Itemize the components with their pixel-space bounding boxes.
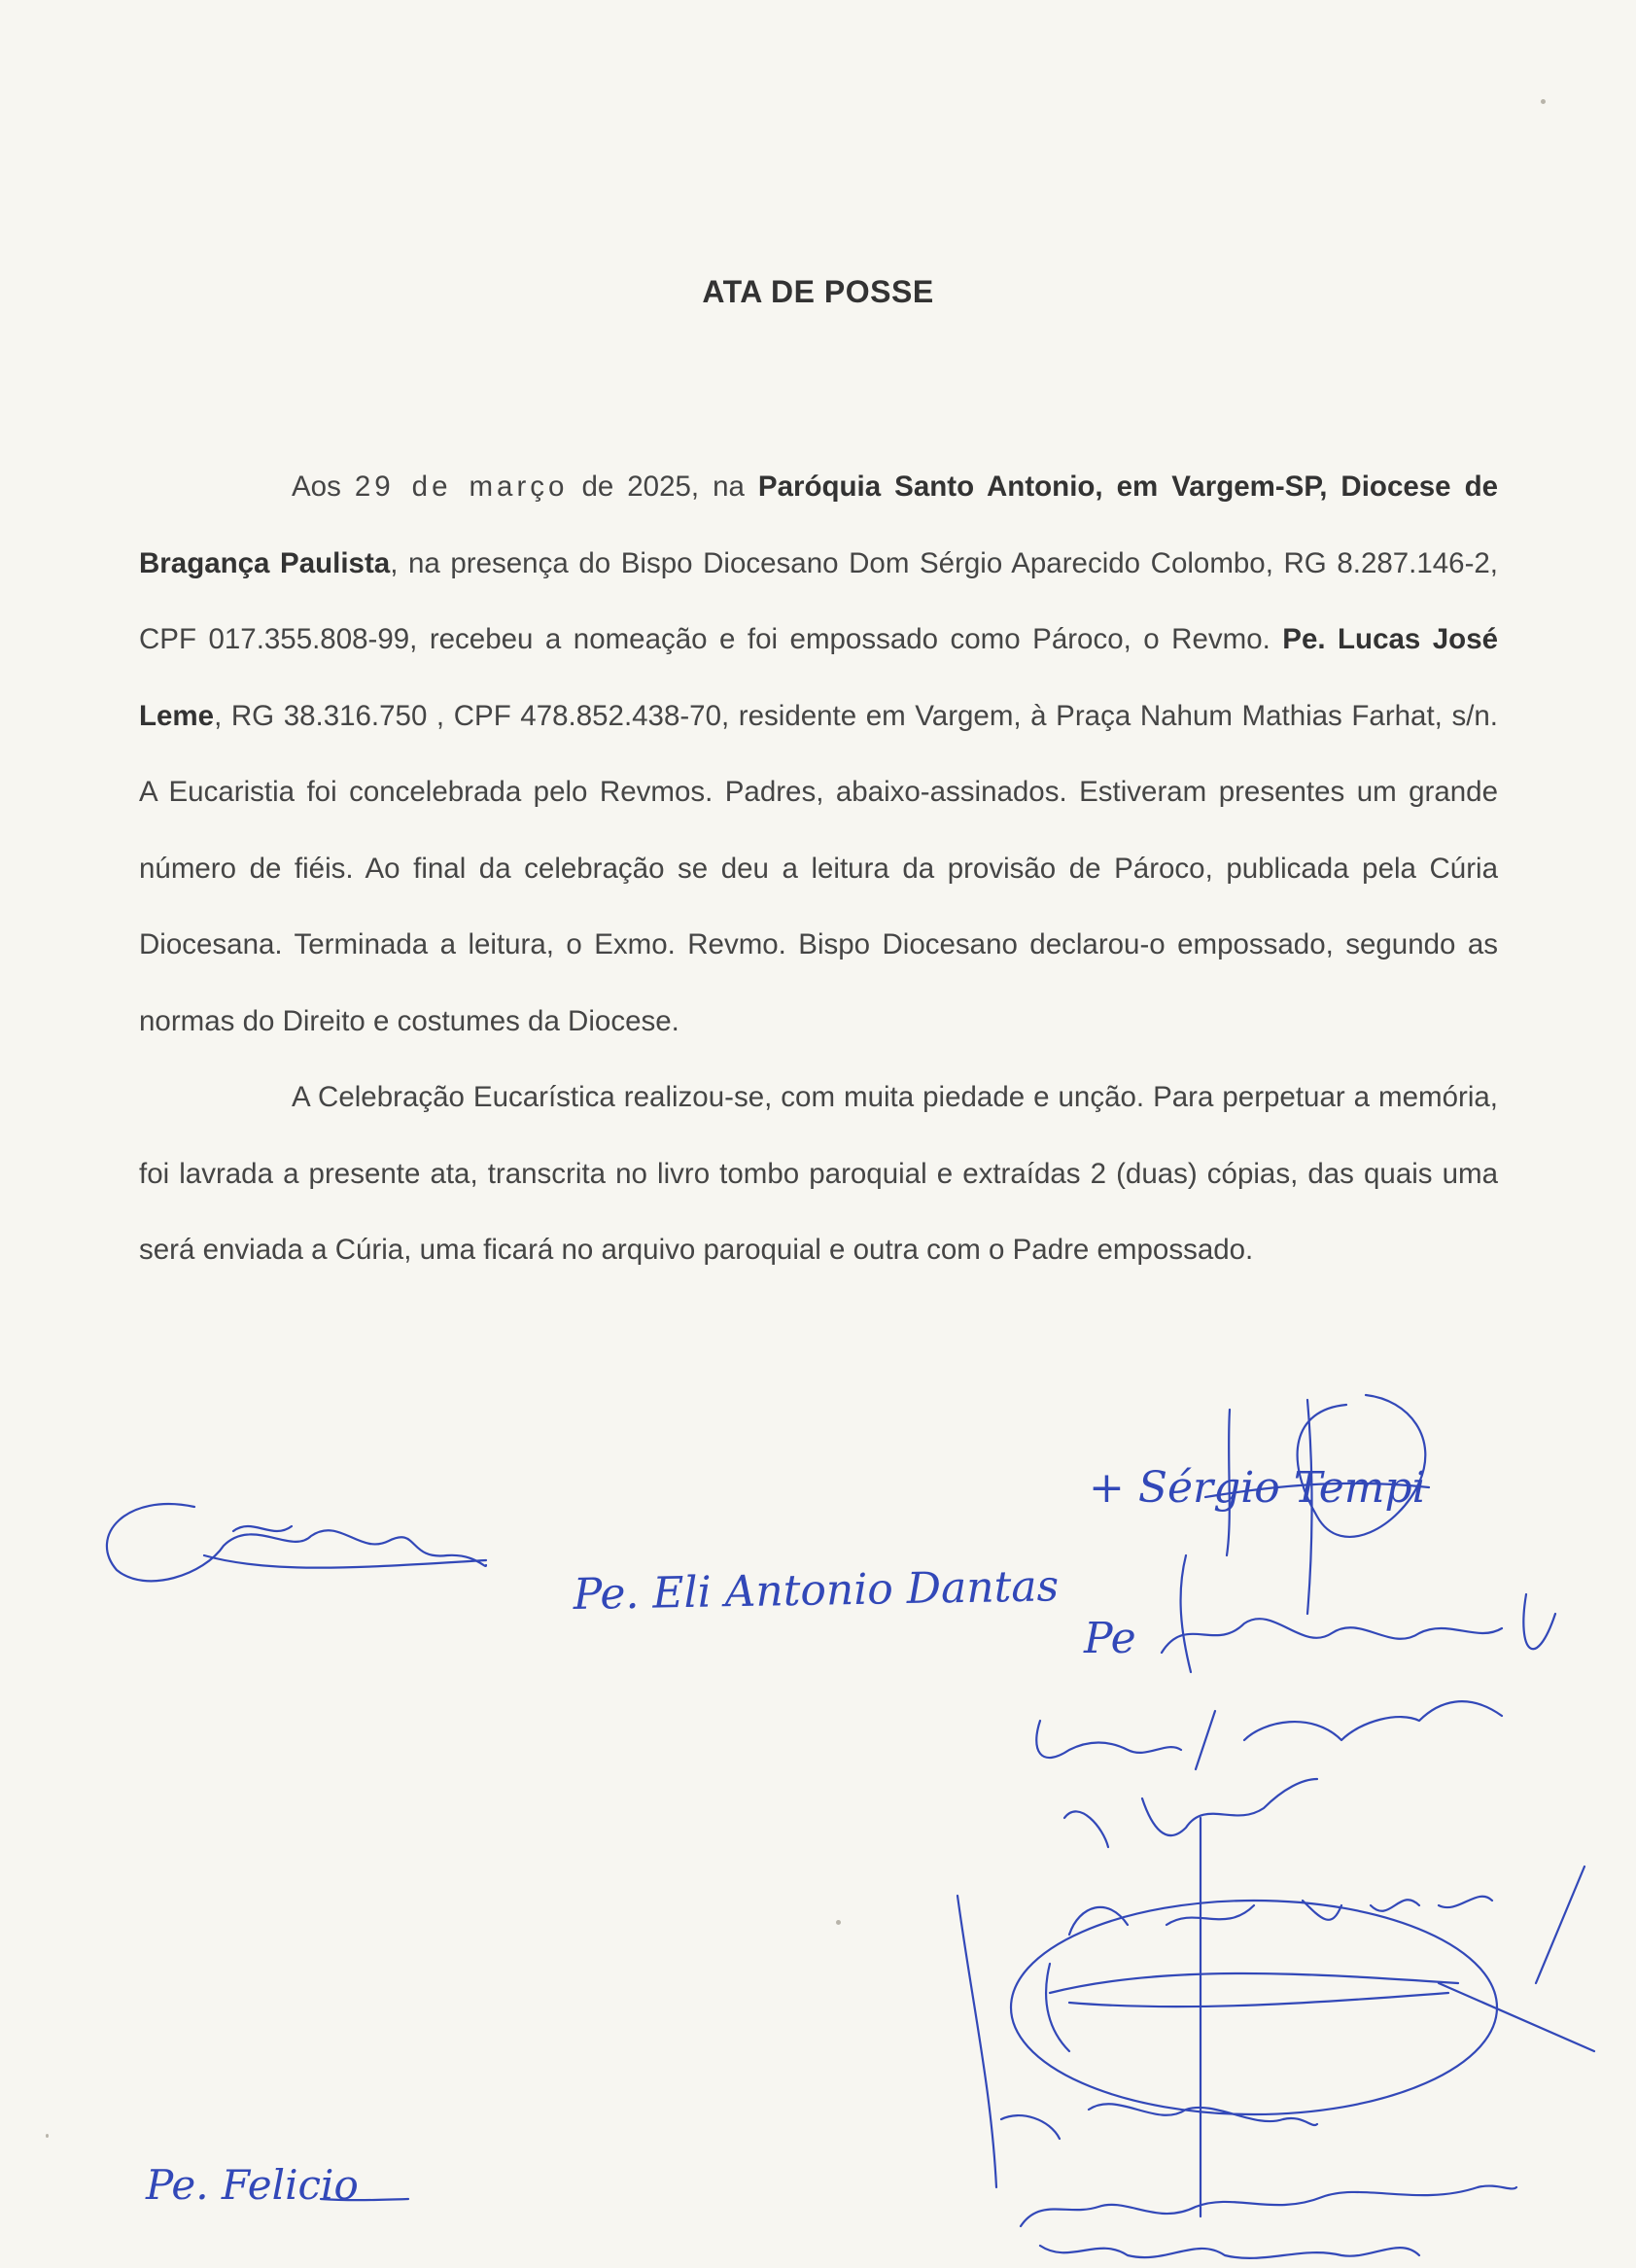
signature-felicio-text: Pe. Felicio: [146, 2161, 359, 2209]
paper-speck: [836, 1920, 841, 1925]
p1-parish: Paróquia Santo Antonio, em Vargem-SP, Diocese de Bragança Paulista: [139, 471, 1498, 579]
p1-text-d: , RG 38.316.750 , CPF 478.852.438-70, residente em Vargem, à Praça Nahum Mathias Farhat, s/n. A Eucaristia foi concelebrada pelo Revmos. Padres, abaixo-assinados. Estiveram presentes um grande número de fiéis. Ao final da celebração se deu a leitura da provisão de Pároco, publicada pela Cúria Diocesana. Terminada a leitura, o Exmo. Revmo. Bispo Diocesano declarou-o empossado, segundo as normas do Direito e costumes da Diocese.: [139, 699, 1498, 1037]
paragraph-2: A Celebração Eucarística realizou-se, com muita piedade e unção. Para perpetuar a memória, foi lavrada a presente ata, transcrita no livro tombo paroquial e extraídas 2 (duas) cópias, das quais uma será enviada a Cúria, uma ficará no arquivo paroquial e outra com o Padre empossado.: [139, 1081, 1498, 1266]
paragraph-1: [139, 449, 1498, 1060]
signature-right-2: [1083, 1555, 1555, 1672]
signature-pe-label: Pe: [1084, 1614, 1136, 1663]
signature-bishop: [1089, 1395, 1429, 1614]
paper-speck: [46, 2134, 49, 2138]
signature-pe-eli: Pe. Eli Antonio Dantas: [573, 1561, 1060, 1620]
p1-date: 29 de março: [354, 471, 569, 503]
document-body: [139, 449, 1498, 1289]
p1-priest-name: Pe. Lucas José Leme: [139, 623, 1499, 732]
signature-bishop-text: + Sérgio Tempi: [1089, 1463, 1426, 1513]
paper-speck: [1541, 99, 1546, 104]
p1-text-a: Aos: [292, 471, 355, 503]
p1-text-b: de 2025, na: [568, 471, 758, 503]
p1-text-c: , na presença do Bispo Diocesano Dom Sérgio Aparecido Colombo, RG 8.287.146-2, CPF 017.355.808-99, recebeu a nomeação e foi empossado como Pároco, o Revmo.: [139, 546, 1499, 655]
document-title: ATA DE POSSE: [702, 274, 934, 309]
signature-felicio: [145, 2161, 408, 2209]
signature-cluster: [957, 1701, 1594, 2258]
signature-left-1: [107, 1504, 486, 1581]
